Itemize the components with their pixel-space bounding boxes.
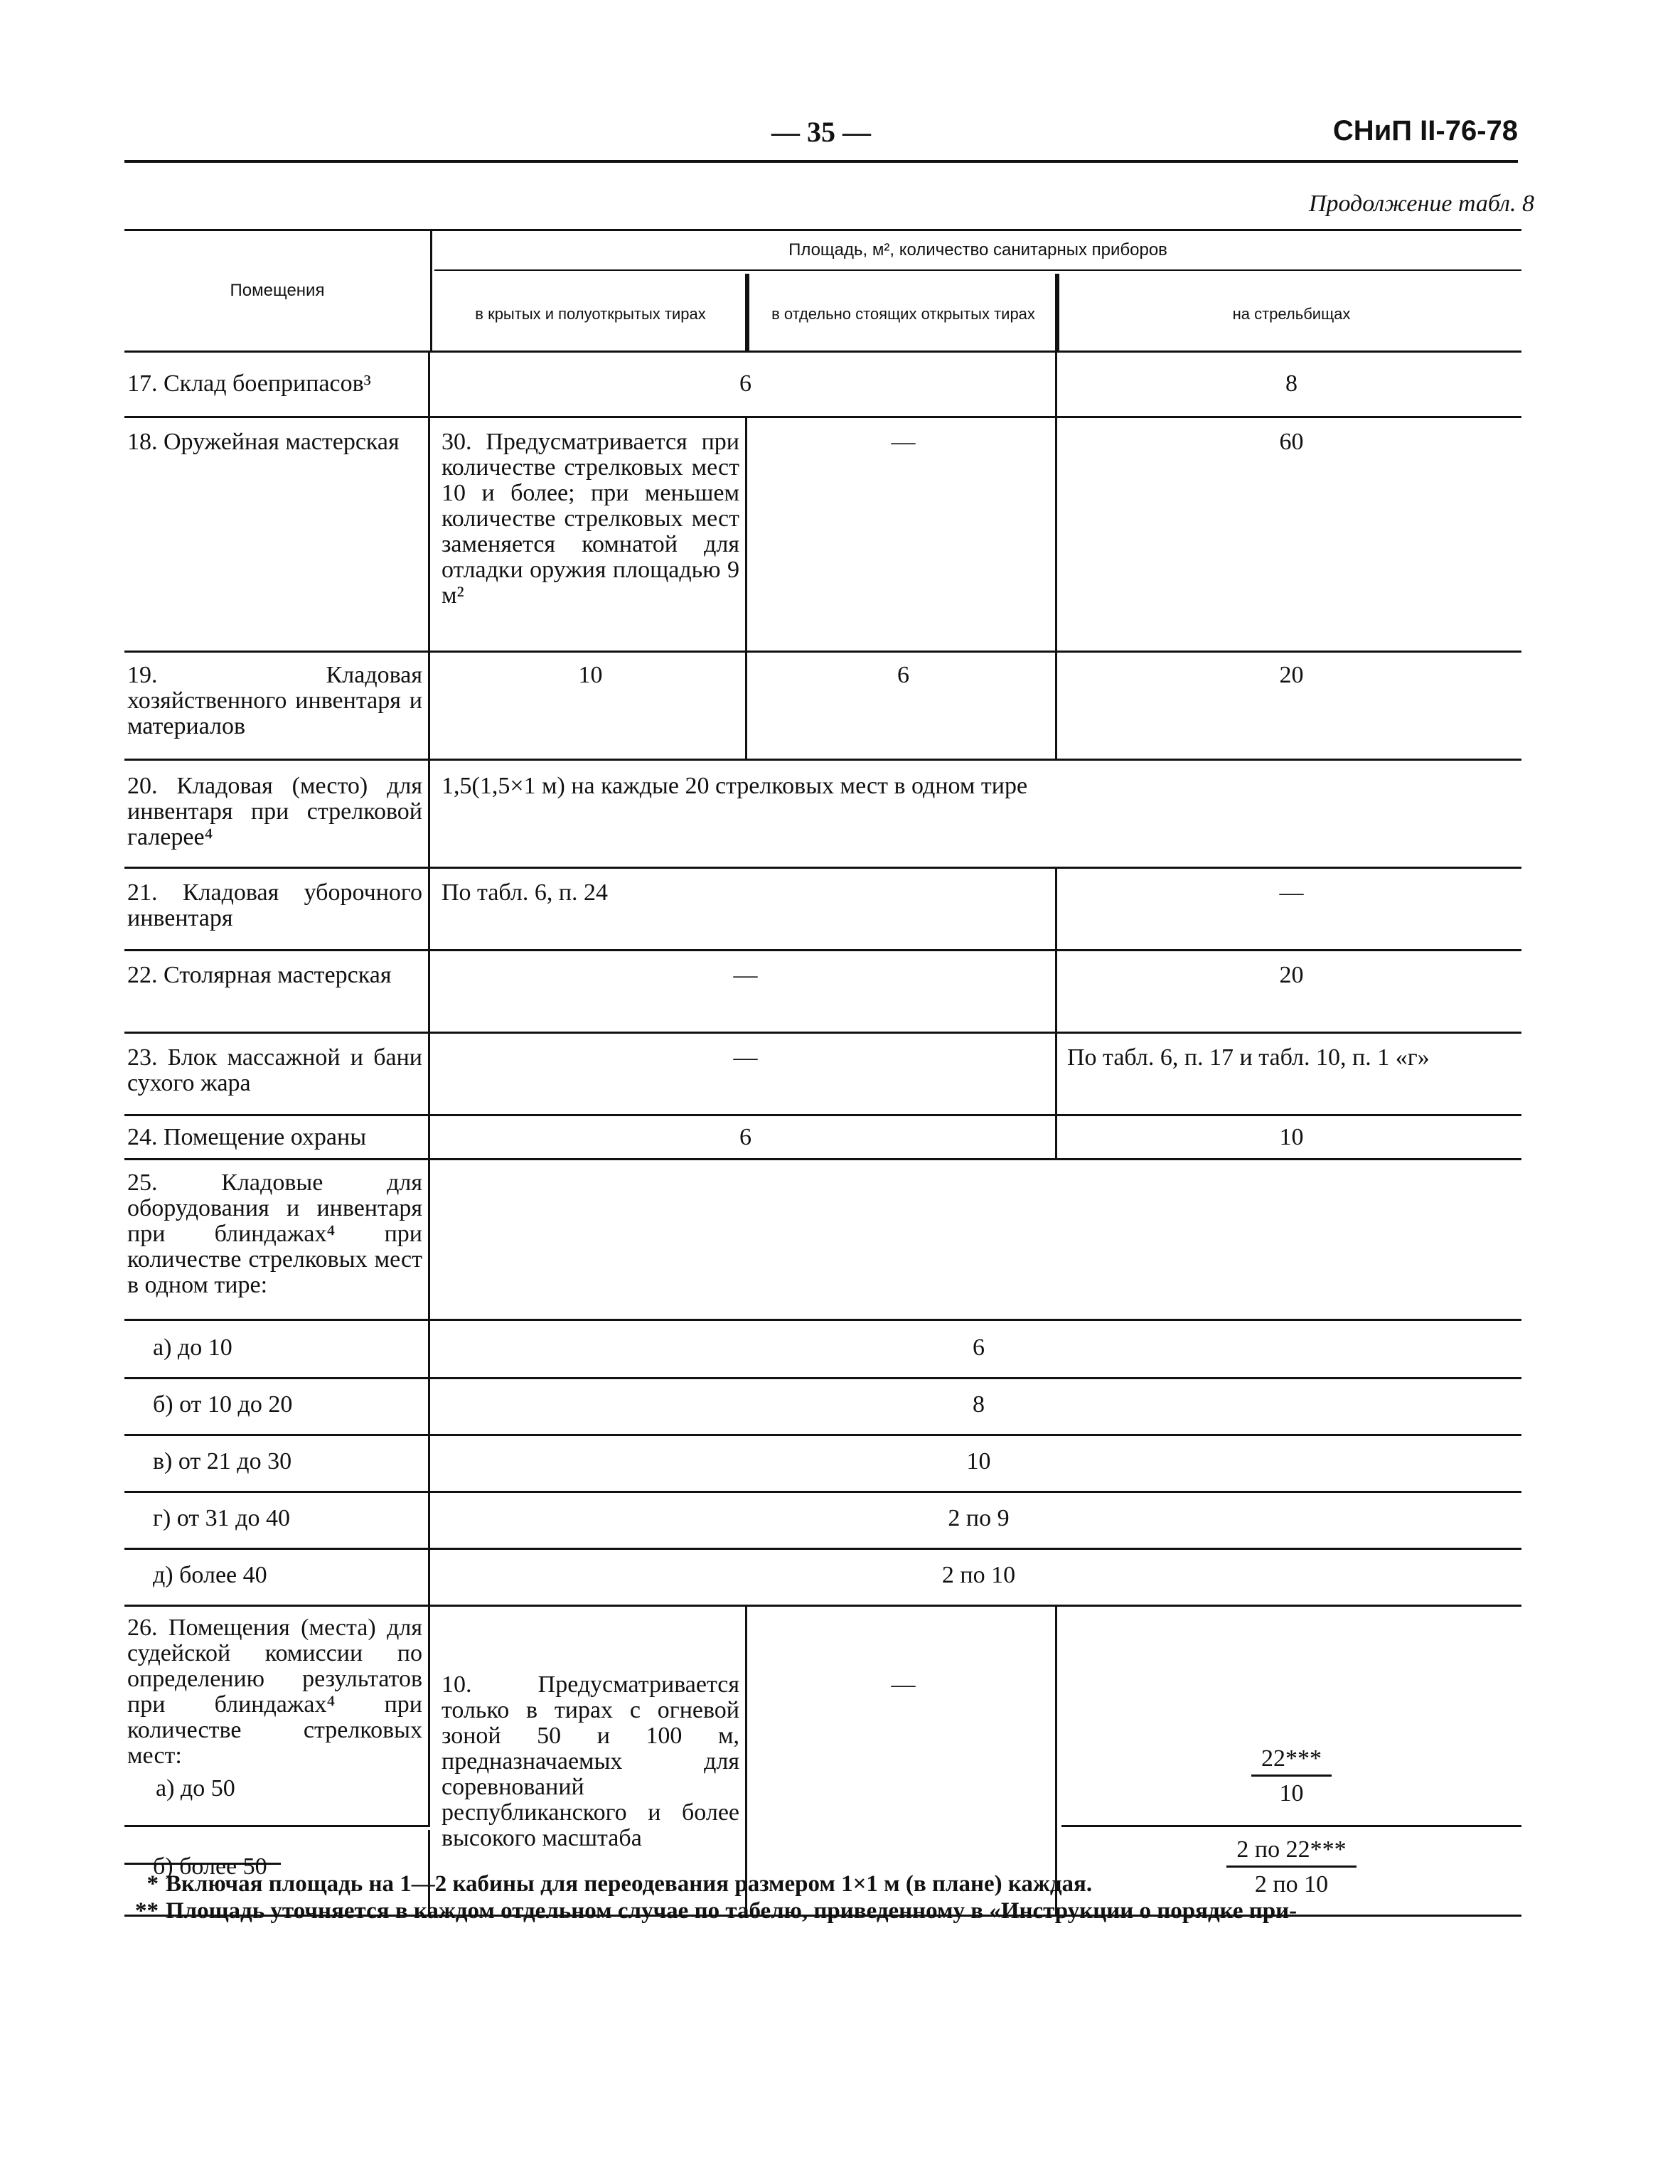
- footnote-mark: *: [146, 1871, 159, 1897]
- table-caption: Продолжение табл. 8: [1308, 191, 1534, 217]
- table-row: [124, 353, 1521, 418]
- footnote-text: Включая площадь на 1—2 кабины для переодевания размером 1×1 м (в плане) каждая.: [166, 1871, 1093, 1897]
- row-subitem: г) от 31 до 40: [124, 1493, 430, 1548]
- table-row: [124, 1550, 1521, 1607]
- footnote-text: Площадь уточняется в каждом отдельном случае по табелю, приведенному в «Инструкции о порядке при-: [166, 1898, 1298, 1924]
- row-value: —: [1279, 879, 1304, 906]
- page-number: — 35 —: [771, 116, 871, 148]
- row-subitem: б) более 50: [124, 1830, 430, 1917]
- fraction-numerator: 2 по 22***: [1226, 1837, 1356, 1868]
- table-row: [124, 1321, 1521, 1379]
- table-header: [124, 229, 1521, 353]
- row-name: 18. Оружейная мастерская: [124, 418, 430, 651]
- document-code: СНиП II-76-78: [1332, 115, 1518, 146]
- row-value: По табл. 6, п. 17 и табл. 10, п. 1 «г»: [1067, 1044, 1430, 1071]
- table-row: [124, 653, 1521, 761]
- header-col2: в отдельно стоящих открытых тирах: [751, 274, 1057, 350]
- footnotes: [124, 1863, 1521, 1925]
- page-header: [124, 107, 1518, 163]
- row-value: 1,5(1,5×1 м) на каждые 20 стрелковых мест в одном тире: [442, 773, 1028, 799]
- row-name: 25. Кладовые для оборудования и инвентаря при блиндажах⁴ при количестве стрелковых мест в одном тире:: [124, 1160, 430, 1319]
- fraction-numerator: 22***: [1251, 1746, 1332, 1777]
- row-value: —: [751, 418, 1057, 651]
- row-subitem: б) от 10 до 20: [124, 1379, 430, 1434]
- table-row: [124, 869, 1521, 951]
- row-value: 10: [1279, 1124, 1304, 1150]
- row-value: 30. Предусматривается при количестве стрелковых мест 10 и более; при меньшем количестве стрелковых мест заменяется комнатой для отладки оружия площадью 9 м²: [434, 418, 747, 651]
- row-subitem: а) до 10: [124, 1321, 430, 1377]
- row-value: 6: [751, 653, 1057, 759]
- row-name: 22. Столярная мастерская: [124, 951, 430, 1032]
- row-subitem: в) от 21 до 30: [124, 1436, 430, 1491]
- row-name: 19. Кладовая хозяйственного инвентаря и материалов: [124, 653, 430, 759]
- row-subitem: а) до 50: [156, 1775, 235, 1802]
- row-value: 10. Предусматривается только в тирах с огневой зоной 50 и 100 м, предназначаемых для соревнований республиканского и более высокого масштаба: [434, 1607, 747, 1915]
- table-row: [124, 1116, 1521, 1160]
- row-name: 24. Помещение охраны: [124, 1116, 430, 1158]
- row-value: 6: [434, 353, 1057, 416]
- row-value: 8: [1285, 370, 1298, 397]
- table-row: [124, 951, 1521, 1034]
- header-col1: в крытых и полуоткрытых тирах: [434, 274, 747, 350]
- row-value: 2 по 10: [941, 1562, 1016, 1588]
- row-value: —: [434, 951, 1057, 1032]
- row-value: По табл. 6, п. 24: [434, 869, 1057, 949]
- fraction-denominator: 10: [1279, 1780, 1304, 1806]
- header-col3: на стрельбищах: [1232, 304, 1351, 323]
- row-value: 20: [1279, 662, 1304, 688]
- fraction-value: [1251, 1746, 1332, 1806]
- footnote: [124, 1897, 1521, 1925]
- footnote-mark: **: [135, 1898, 159, 1924]
- table-row: [124, 1436, 1521, 1493]
- footnote: [124, 1870, 1521, 1897]
- table-row: [124, 1034, 1521, 1116]
- row-value: 6: [973, 1334, 985, 1361]
- row-name: 26. Помещения (места) для судейской комиссии по определению результатов при блиндажах⁴ при количестве стрелковых мест:: [127, 1615, 422, 1769]
- row-value: —: [751, 1607, 1057, 1915]
- table-row: [124, 1160, 1521, 1321]
- row-value: 10: [434, 653, 747, 759]
- row-value: 60: [1279, 429, 1304, 455]
- row-value: 2 по 9: [948, 1505, 1010, 1531]
- row-name: 21. Кладовая уборочного инвентаря: [124, 869, 430, 949]
- row-value: 8: [973, 1391, 985, 1418]
- fraction-denominator: 2 по 10: [1254, 1871, 1329, 1897]
- row-value: 20: [1279, 962, 1304, 988]
- table-row: [124, 1493, 1521, 1550]
- rooms-table: [124, 229, 1521, 1917]
- footnote-rule: [124, 1863, 281, 1865]
- table-row: [124, 418, 1521, 653]
- table-row: [124, 1379, 1521, 1436]
- table-row: [124, 761, 1521, 869]
- row-value: 10: [966, 1448, 991, 1474]
- row-name: 23. Блок массажной и бани сухого жара: [124, 1034, 430, 1114]
- header-rooms: Помещения: [230, 281, 325, 300]
- row-name: 17. Склад боеприпасов³: [124, 353, 430, 416]
- row-name: 20. Кладовая (место) для инвентаря при стрелковой галерее⁴: [124, 761, 430, 867]
- header-group: Площадь, м², количество санитарных приборов: [434, 231, 1521, 271]
- row-subitem: д) более 40: [124, 1550, 430, 1605]
- row-value: 6: [434, 1116, 1057, 1158]
- row-value: —: [434, 1034, 1057, 1114]
